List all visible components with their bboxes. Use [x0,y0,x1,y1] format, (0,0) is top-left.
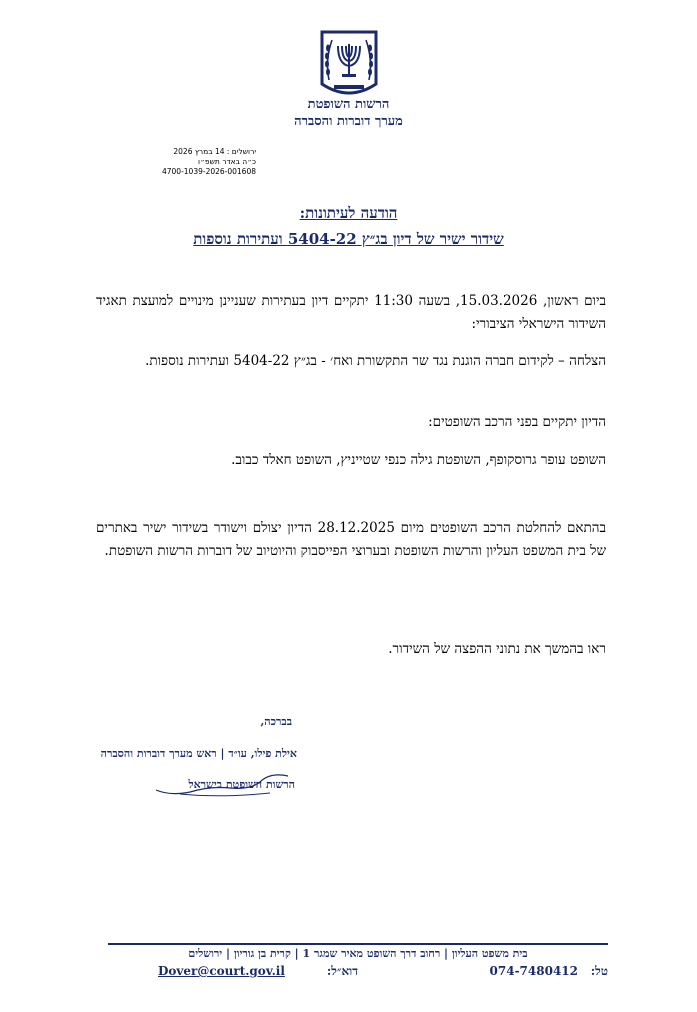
paragraph-hearing-announcement: ביום ראשון, 15.03.2026, בשעה 11:30 יתקיים דיון בעתירות שעניינן מינויים למועצת תאגיד השידור הישראלי הציבורי: [96,293,607,332]
paragraph-case-title: הצלחה – לקידום חברה הוגנת נגד שר התקשורת ואח׳ - בג״ץ 5404-22 ועתירות נוספות. [145,353,606,369]
dept-name: מערך דוברות והסברה [294,114,403,129]
signature-org: הרשות השופטת בישראל [188,778,295,791]
email-label: דוא״ל: [326,964,358,978]
press-release-subject: שידור ישיר של דיון בג״ץ 5404-22 ועתירות נוספות [193,230,504,248]
state-emblem-icon [318,30,380,102]
greeting: בברכה, [260,715,292,728]
signer-line: אילת פילו, עו״ד | ראש מערך דוברות והסברה [100,747,297,760]
tel-label: טל: [590,964,608,978]
footer-address: בית משפט העליון | רחוב דרך השופט מאיר שמגר 1 | קרית בן גוריון | ירושלים [188,947,528,960]
paragraph-see-details: ראו בהמשך את נתוני ההפצה של השידור. [388,641,606,657]
paragraph-panel-intro: הדיון יתקיים בפני הרכב השופטים: [428,414,606,430]
press-release-heading: הודעה לעיתונות: [299,204,398,222]
paragraph-broadcast-decision: בהתאם להחלטת הרכב השופטים מיום 28.12.2025 הדיון יצולם וישודר בשידור ישיר באתרים של בית המשפט העליון והרשות השופטת ובערוצי הפייסבוק והיוטיוב של דוברות הרשות השופטת. [96,520,607,559]
org-name: הרשות השופטת [307,97,390,112]
handwritten-signature [150,770,295,800]
date-line: ירושלים : 14 במרץ 2026 [173,147,256,156]
reference-number: 4700-1039-2026-001608 [161,167,256,176]
signature-block [150,770,295,800]
footer-divider [108,943,608,945]
hebrew-date: כ״ה באדר תשפ״ו [198,157,256,166]
email-link[interactable]: Dover@court.gov.il [158,964,285,978]
tel-value: 074-7480412 [489,964,578,978]
paragraph-judges: השופט עופר גרוסקופף, השופטת גילה כנפי שטייניץ, השופט חאלד כבוב. [231,452,606,468]
